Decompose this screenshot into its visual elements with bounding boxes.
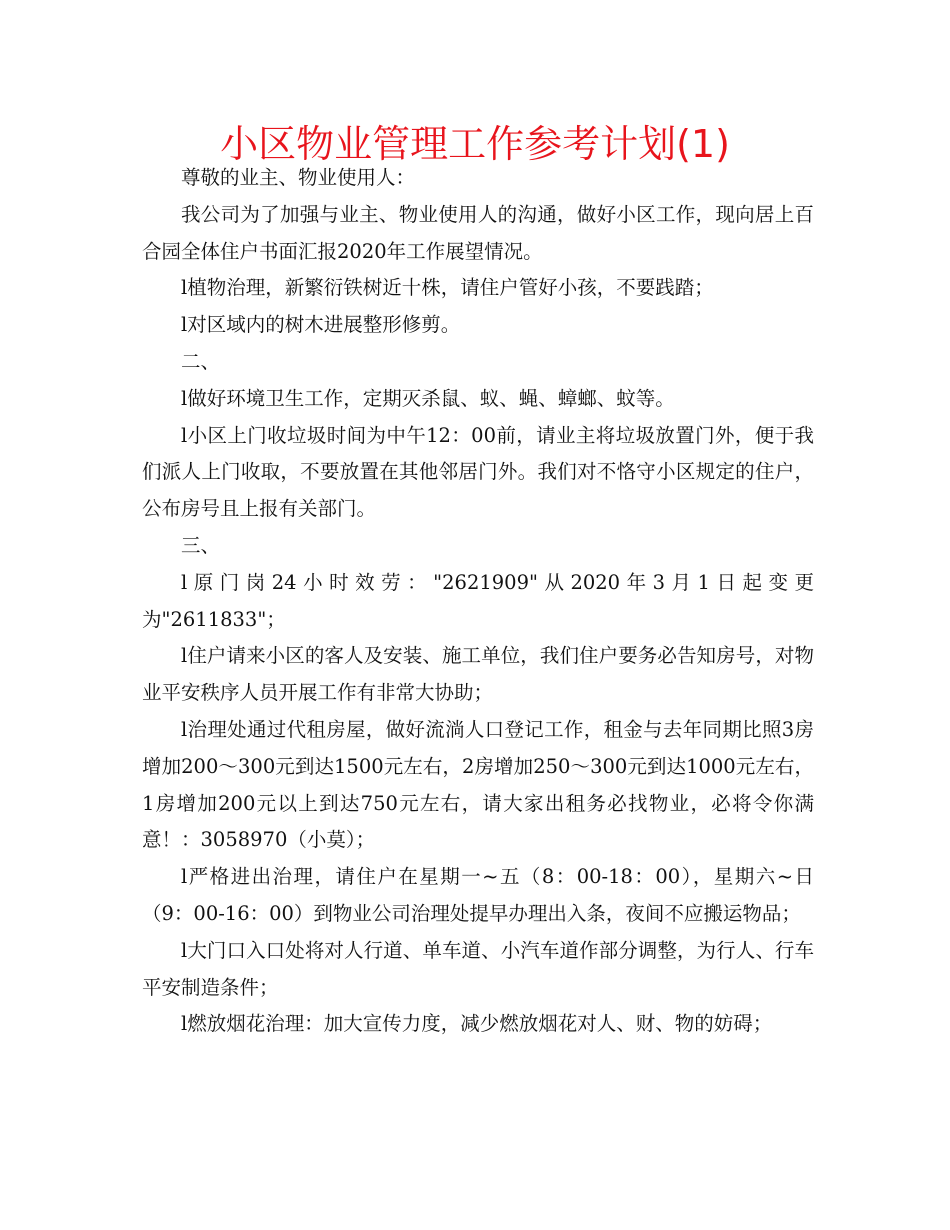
- document-title: 小区物业管理工作参考计划(1): [220, 122, 730, 166]
- paragraph-access-control: l严格进出治理，请住户在星期一~五（8：00-18：00），星期六~日（9：00-16：00）到物业公司治理处提早办理出入条，夜间不应搬运物品；: [142, 865, 814, 925]
- paragraph-guard-phone: l原门岗24小时效劳："2621909"从2020年3月1日起变更为"2611833"；: [142, 570, 814, 631]
- paragraph-garbage-collection: l小区上门收垃圾时间为中午12：00前，请业主将垃圾放置门外，便于我们派人上门收取，不要放置在其他邻居门外。我们对不恪守小区规定的住户，公布房号且上报有关部门。: [142, 423, 814, 521]
- paragraph-gate-adjustment: l大门口入口处将对人行道、单车道、小汽车道作部分调整，为行人、行车平安制造条件；: [142, 938, 814, 999]
- paragraph-greeting: 尊敬的业主、物业使用人：: [181, 166, 416, 189]
- paragraph-rental: l治理处通过代租房屋，做好流淌人口登记工作，租金与去年同期比照3房增加200～300元到达1500元左右，2房增加250～300元到达1000元左右，1房增加200元以上到达750元左右，请大家出租务必找物业，必将令你满意！：3058970（小莫）；: [142, 717, 814, 852]
- paragraph-sanitation: l做好环境卫生工作，定期灭杀鼠、蚁、蝇、蟑螂、蚊等。: [181, 386, 675, 410]
- section-heading-three: 三、: [181, 533, 221, 557]
- paragraph-visitors: l住户请来小区的客人及安装、施工单位，我们住户要务必告知房号，对物业平安秩序人员开展工作有非常大协助；: [142, 644, 814, 705]
- paragraph-fireworks: l燃放烟花治理：加大宣传力度，减少燃放烟花对人、财、物的妨碍；: [181, 1012, 773, 1036]
- document-body: [142, 160, 814, 1043]
- paragraph-tree-pruning: l对区域内的树木进展整形修剪。: [181, 313, 461, 337]
- section-heading-two: 二、: [181, 349, 221, 373]
- paragraph-plant-management: l植物治理，新繁衍铁树近十株，请住户管好小孩，不要践踏；: [181, 276, 714, 300]
- paragraph-intro: 我公司为了加强与业主、物业使用人的沟通，做好小区工作，现向居上百合园全体住户书面汇报2020年工作展望情况。: [142, 202, 814, 263]
